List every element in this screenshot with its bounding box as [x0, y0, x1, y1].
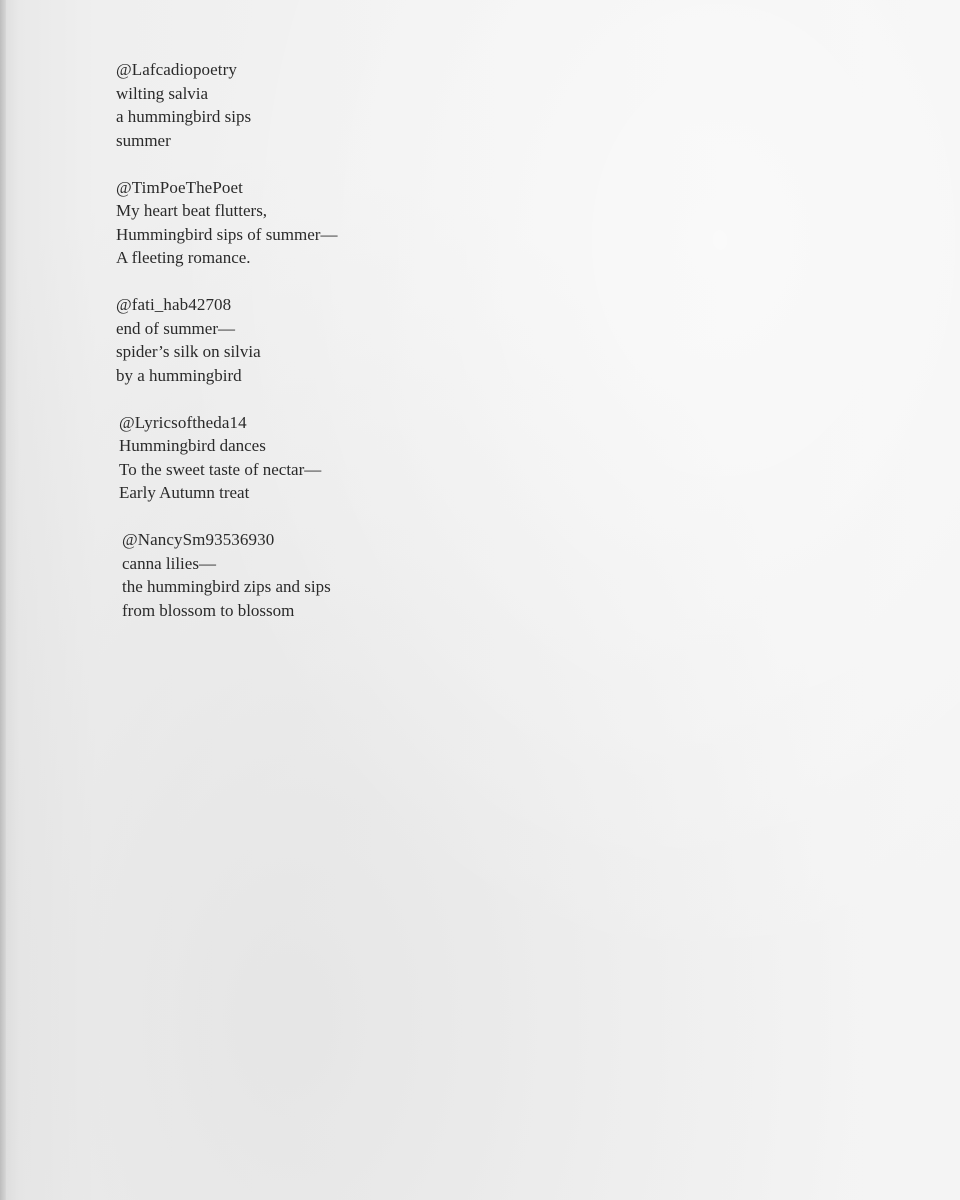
haiku-line: a hummingbird sips — [116, 107, 252, 126]
haiku-line: spider’s silk on silvia — [116, 342, 261, 361]
haiku-line: canna lilies— — [122, 553, 216, 573]
author-handle: @fati_hab42708 — [116, 295, 232, 314]
haiku-entry — [116, 293, 536, 387]
author-handle: @Lyricsoftheda14 — [119, 412, 247, 432]
author-handle: @TimPoeThePoet — [116, 177, 243, 197]
haiku-line: Hummingbird sips of summer— — [116, 224, 338, 244]
haiku-line: the hummingbird zips and sips — [122, 577, 331, 596]
haiku-line: A fleeting romance. — [116, 248, 251, 267]
haiku-line: end of summer— — [116, 318, 235, 338]
author-handle: @NancySm93536930 — [122, 530, 275, 549]
haiku-entry — [116, 176, 536, 270]
haiku-line: Early Autumn treat — [119, 483, 250, 502]
haiku-entry — [116, 58, 536, 152]
haiku-line: To the sweet taste of nectar— — [119, 459, 322, 479]
haiku-line: My heart beat flutters, — [116, 201, 268, 220]
haiku-line: wilting salvia — [116, 83, 209, 103]
haiku-line: from blossom to blossom — [122, 600, 295, 620]
haiku-line: Hummingbird dances — [119, 436, 266, 455]
haiku-line: summer — [116, 130, 171, 150]
haiku-line: by a hummingbird — [116, 365, 242, 385]
haiku-list — [116, 58, 536, 646]
author-handle: @Lafcadiopoetry — [116, 60, 237, 79]
paper-edge-shadow — [0, 0, 6, 1200]
haiku-entry — [122, 528, 536, 622]
haiku-entry — [119, 411, 536, 505]
